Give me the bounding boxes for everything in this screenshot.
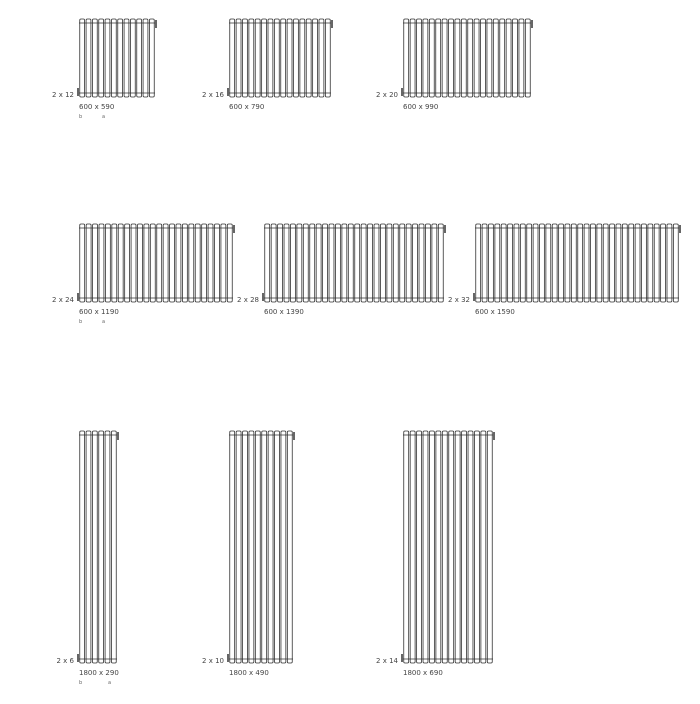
radiator-r-2x32 [473,224,681,302]
sections-label-2x10: 2 x 10 [202,657,224,665]
tube [438,224,443,302]
tube [495,224,500,302]
tube [355,224,360,302]
tube [449,431,454,663]
connector-pin [77,654,79,662]
sections-label-2x24: 2 x 24 [52,296,74,304]
tube [230,19,235,97]
size-label-600x1390: 600 x 1390 [264,308,304,316]
tube [468,431,473,663]
tube [500,19,505,97]
tube [404,19,409,97]
tube [455,19,460,97]
tube [310,224,315,302]
tube [525,19,530,97]
tube [514,224,519,302]
radiator-r-2x12 [77,19,157,97]
tube [425,224,430,302]
tube [319,19,324,97]
tube [274,19,279,97]
tube [335,224,340,302]
tube [393,224,398,302]
tube [348,224,353,302]
tube [429,19,434,97]
tube [325,19,330,97]
tube [157,224,162,302]
tube [323,224,328,302]
tube [86,431,91,663]
tube [287,19,292,97]
tube [476,224,481,302]
tube [150,224,155,302]
tube [519,19,524,97]
tube [616,224,621,302]
tube [413,224,418,302]
connector-pin [233,225,235,233]
tube [262,431,267,663]
radiator-r-2x6 [77,431,119,663]
tube [255,431,260,663]
tube [578,224,583,302]
sections-label-2x32: 2 x 32 [448,296,470,304]
tube [508,224,513,302]
tube [597,224,602,302]
tube [506,19,511,97]
tube [268,19,273,97]
tube [540,224,545,302]
tube [130,19,135,97]
tube [236,431,241,663]
tube [143,19,148,97]
tube [584,224,589,302]
tube [208,224,213,302]
mark-b: b [79,319,83,325]
tube [99,19,104,97]
sections-label-2x28: 2 x 28 [237,296,259,304]
connector-pin [473,293,475,301]
tube [149,19,154,97]
connector-pin [493,432,495,440]
radiator-r-2x28 [262,224,446,302]
tube [387,224,392,302]
tube [423,19,428,97]
connector-pin [531,20,533,28]
tube [202,224,207,302]
tube [380,224,385,302]
tube [265,224,270,302]
tube [249,19,254,97]
tube [144,224,149,302]
sections-label-2x12: 2 x 12 [52,91,74,99]
size-label-1800x290: 1800 x 290 [79,669,119,677]
tube [436,431,441,663]
tube [455,431,460,663]
radiator-r-2x24 [77,224,235,302]
tube [112,224,117,302]
tube [86,224,91,302]
connector-pin [227,88,229,96]
tube [629,224,634,302]
connector-pin [262,293,264,301]
tube [482,224,487,302]
tube [281,431,286,663]
tube [281,19,286,97]
tube [474,431,479,663]
tube [432,224,437,302]
tube [316,224,321,302]
tube [271,224,276,302]
tube [131,224,136,302]
tube [118,19,123,97]
tube [417,431,422,663]
size-label-600x1590: 600 x 1590 [475,308,515,316]
tube [125,224,130,302]
size-label-1800x490: 1800 x 490 [229,669,269,677]
tube [559,224,564,302]
tube [243,431,248,663]
tube [306,19,311,97]
tube [603,224,608,302]
connector-pin [401,654,403,662]
tube [520,224,525,302]
tube [610,224,615,302]
tube [461,19,466,97]
tube [462,431,467,663]
tube [329,224,334,302]
tube [419,224,424,302]
tube [105,19,110,97]
tube [571,224,576,302]
tube [400,224,405,302]
tube [262,19,267,97]
tube [182,224,187,302]
tube [513,19,518,97]
mark-a: a [102,319,106,325]
tube [368,224,373,302]
tube [176,224,181,302]
tube [215,224,220,302]
mark-b: b [79,680,83,686]
tube [342,224,347,302]
size-label-600x1190: 600 x 1190 [79,308,119,316]
tube [195,224,200,302]
tube [591,224,596,302]
tube [406,224,411,302]
tube [303,224,308,302]
tube [667,224,672,302]
tube [138,224,143,302]
tube [230,431,235,663]
tube [429,431,434,663]
tube [313,19,318,97]
connector-pin [444,225,446,233]
tube [111,19,116,97]
tube [99,431,104,663]
connector-pin [227,654,229,662]
tube [673,224,678,302]
tube [80,431,85,663]
tube [527,224,532,302]
tube [124,19,129,97]
tube [501,224,506,302]
tube [468,19,473,97]
tube [449,19,454,97]
tube [111,431,116,663]
tube [278,224,283,302]
radiator-r-2x10 [227,431,295,663]
tube [170,224,175,302]
tube [493,19,498,97]
connector-pin [331,20,333,28]
tube [374,224,379,302]
mark-a: a [102,114,106,120]
tube [249,431,254,663]
tube [243,19,248,97]
tube [635,224,640,302]
tube [410,431,415,663]
tube [284,224,289,302]
tube [474,19,479,97]
tube [287,431,292,663]
radiator-r-2x16 [227,19,333,97]
tube [92,19,97,97]
tube [404,431,409,663]
size-label-600x590: 600 x 590 [79,103,115,111]
tube [622,224,627,302]
tube [92,431,97,663]
connector-pin [293,432,295,440]
radiator-r-2x14 [401,431,495,663]
tube [481,19,486,97]
tube [423,431,428,663]
tube [80,224,85,302]
sections-label-2x14: 2 x 14 [376,657,398,665]
tube [442,431,447,663]
mark-a: a [108,680,112,686]
tube [86,19,91,97]
radiator-r-2x20 [401,19,533,97]
tube [221,224,226,302]
size-label-1800x690: 1800 x 690 [403,669,443,677]
tube [436,19,441,97]
size-label-600x990: 600 x 990 [403,103,439,111]
tube [648,224,653,302]
tube [163,224,168,302]
tube [410,19,415,97]
tube [361,224,366,302]
tube [80,19,85,97]
tube [236,19,241,97]
tube [481,431,486,663]
tube [93,224,98,302]
tube [290,224,295,302]
connector-pin [155,20,157,28]
tube [489,224,494,302]
mark-b: b [79,114,83,120]
tube [99,224,104,302]
connector-pin [77,293,79,301]
connector-pin [77,88,79,96]
tube [661,224,666,302]
tube [642,224,647,302]
tube [552,224,557,302]
tube [487,19,492,97]
connector-pin [401,88,403,96]
sections-label-2x20: 2 x 20 [376,91,398,99]
tube [268,431,273,663]
connector-pin [679,225,681,233]
sections-label-2x6: 2 x 6 [56,657,74,665]
tube [189,224,194,302]
tube [654,224,659,302]
tube [137,19,142,97]
tube [118,224,123,302]
tube [546,224,551,302]
tube [533,224,538,302]
tube [417,19,422,97]
tube [105,224,110,302]
tube [227,224,232,302]
size-label-600x790: 600 x 790 [229,103,265,111]
tube [487,431,492,663]
sections-label-2x16: 2 x 16 [202,91,224,99]
tube [275,431,280,663]
tube [294,19,299,97]
tube [300,19,305,97]
tube [565,224,570,302]
tube [105,431,110,663]
tube [442,19,447,97]
tube [297,224,302,302]
tube [255,19,260,97]
connector-pin [117,432,119,440]
